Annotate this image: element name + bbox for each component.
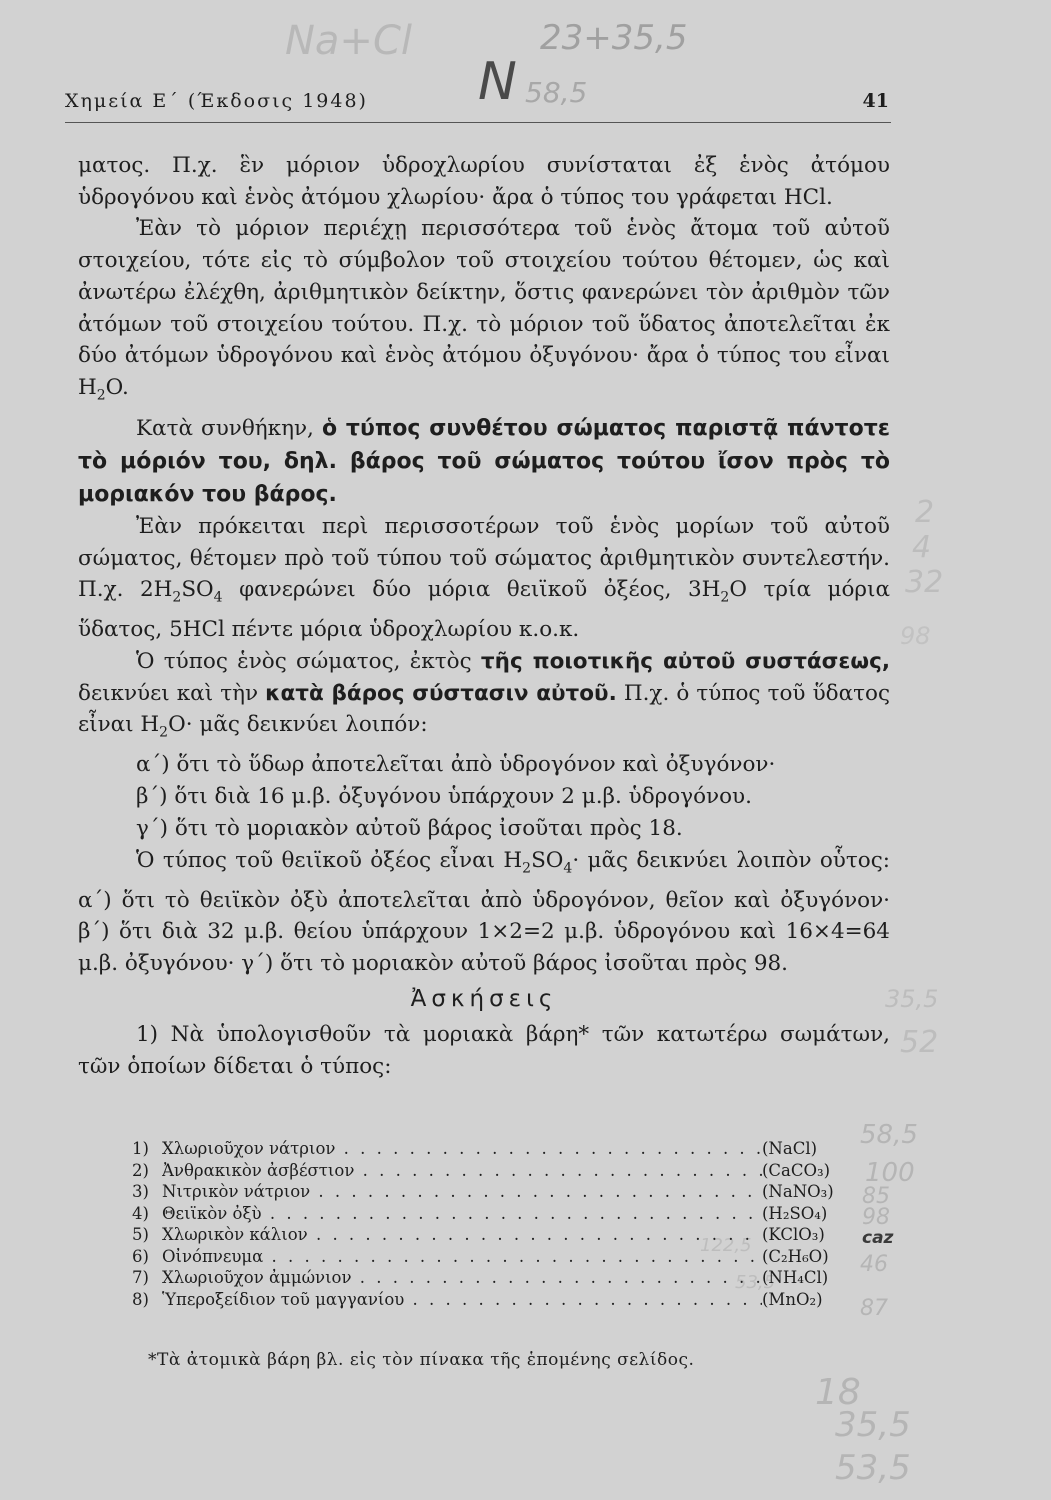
- handwritten-note: 2: [915, 495, 935, 530]
- paragraph-definition: Κατὰ συνθήκην, ὁ τύπος συνθέτου σώματος παριστᾷ πάντοτε τὸ μόριόν του, δηλ. βάρος τοῦ σώματος τούτου ἴσον πρὸς τὸ μοριακόν του βάρος.: [78, 415, 890, 507]
- handwritten-note: 32: [905, 565, 944, 600]
- handwritten-note: 35,5: [885, 985, 939, 1013]
- handwritten-note: 35,5: [835, 1405, 911, 1445]
- exercise-item: 8) Ὑπεροξείδιον τοῦ μαγγανίου . . . (MnO₂): [132, 1289, 872, 1311]
- handwritten-note: 58,5: [525, 76, 588, 109]
- handwritten-note: 4: [912, 530, 932, 565]
- handwritten-note: 98: [900, 622, 931, 650]
- exercise-item: 3) Νιτρικὸν νάτριον . . . (NaNO₃): [132, 1181, 872, 1203]
- list-item: α΄) ὅτι τὸ ὕδωρ ἀποτελεῖται ἀπὸ ὑδρογόνον καὶ ὀξυγόνον·: [136, 752, 776, 778]
- footnote: *Τὰ ἀτομικὰ βάρη βλ. εἰς τὸν πίνακα τῆς ἑπομένης σελίδος.: [148, 1350, 695, 1370]
- paragraph: Ὁ τύπος τοῦ θειϊκοῦ ὀξέος εἶναι $H_2SO_4\cdot$ μᾶς δεικνύει λοιπὸν οὗτος: α΄) ὅτι τὸ θειϊκὸν ὀξὺ ἀποτελεῖται ἀπὸ ὑδρογόνον, θεῖον καὶ ὀξυγόνον· β΄) ὅτι διὰ 32 μ.β. θείου ὑπάρχουν 1×2=2 μ.β. ὑδρογόνου καὶ 16×4=64 μ.β. ὀξυγόνου· γ΄) ὅτι τὸ μοριακὸν αὐτοῦ βάρος ἰσοῦται πρὸς 98.: [78, 847, 890, 976]
- page-header: [65, 90, 891, 123]
- paragraph: Ἐὰν τὸ μόριον περιέχῃ περισσότερα τοῦ ἑνὸς ἄτομα τοῦ αὐτοῦ στοιχείου, τότε εἰς τὸ σύμβολον τοῦ στοιχείου τούτου θέτομεν, ὡς καὶ ἀνωτέρω ἐλέχθη, ἀριθμητικὸν δείκτην, ὅστις φανερώνει τὸν ἀριθμὸν τῶν ἀτόμων τοῦ στοιχείου τούτου. Π.χ. τὸ μόριον τοῦ ὕδατος ἀποτελεῖται ἐκ δύο ἀτόμων ὑδρογόνου καὶ ἑνὸς ἀτόμου ὀξυγόνου· ἄρα ὁ τύπος του εἶναι $H_2O$.: [78, 216, 890, 404]
- list-item: β΄) ὅτι διὰ 16 μ.β. ὀξυγόνου ὑπάρχουν 2 μ.β. ὑδρογόνου.: [136, 784, 752, 810]
- handwritten-note: 100: [865, 1158, 915, 1188]
- handwritten-note: 46: [860, 1252, 888, 1277]
- handwritten-note: 87: [860, 1296, 888, 1321]
- paragraph: Ὁ τύπος ἑνὸς σώματος, ἐκτὸς τῆς ποιοτικῆς αὐτοῦ συστάσεως, δεικνύει καὶ τὴν κατὰ βάρος σύστασιν αὐτοῦ. Π.χ. ὁ τύπος τοῦ ὕδατος εἶναι $H_2O\cdot$ μᾶς δεικνύει λοιπόν:: [78, 649, 890, 741]
- exercises-heading: Ἀσκήσεις: [410, 985, 558, 1012]
- list-item: γ΄) ὅτι τὸ μοριακὸν αὐτοῦ βάρος ἰσοῦται πρὸς 18.: [136, 815, 683, 841]
- handwritten-note: 52: [900, 1025, 939, 1060]
- handwritten-note: caz: [862, 1228, 894, 1248]
- paragraph: Ἐὰν πρόκειται περὶ περισσοτέρων τοῦ ἑνὸς μορίων τοῦ αὐτοῦ σώματος, θέτομεν πρὸ τοῦ τύπου τοῦ σώματος ἀριθμητικὸν συντελεστήν. Π.χ. $2H_2SO_4$ φανερώνει δύο μόρια θειϊκοῦ ὀξέος, $3H_2O$ τρία μόρια ὕδατος, 5HCl πέντε μόρια ὑδροχλωρίου κ.ο.κ.: [78, 513, 890, 643]
- definition-bold: ὁ τύπος συνθέτου σώματος παριστᾷ πάντοτε τὸ μόριόν του, δηλ. βάρος τοῦ σώματος τούτου ἴσον πρὸς τὸ μοριακόν του βάρος.: [78, 415, 890, 507]
- exercise-list: [132, 1138, 872, 1310]
- exercise-item: 7) Χλωριοῦχον ἀμμώνιον . . . (NH₄Cl): [132, 1267, 872, 1289]
- handwritten-note: 98: [862, 1205, 890, 1230]
- exercise-item: 4) Θειϊκὸν ὀξὺ . . . (H₂SO₄): [132, 1203, 872, 1225]
- handwritten-note: 53,5: [835, 1448, 911, 1488]
- exercise-item: 1) Χλωριοῦχον νάτριον . . . (NaCl): [132, 1138, 872, 1160]
- exercise-item: 5) Χλωρικὸν κάλιον . . . (KClO₃): [132, 1224, 872, 1246]
- exercise-item: 2) Ἀνθρακικὸν ἀσβέστιον . . . (CaCO₃): [132, 1160, 872, 1182]
- handwritten-note: Na+Cl: [285, 18, 412, 64]
- handwritten-note: 53,5: [735, 1272, 776, 1293]
- exercise-item: 6) Οἰνόπνευμα . . . (C₂H₆O): [132, 1246, 872, 1268]
- main-text: [78, 150, 890, 1083]
- handwritten-note: 85: [862, 1184, 890, 1209]
- handwritten-note: 18: [815, 1372, 861, 1413]
- handwritten-note: 58,5: [860, 1120, 918, 1150]
- handwritten-note: N: [478, 52, 517, 112]
- handwritten-note: 23+35,5: [540, 18, 688, 58]
- paragraph: ματος. Π.χ. ἓν μόριον ὑδροχλωρίου συνίσταται ἐξ ἑνὸς ἀτόμου ὑδρογόνου καὶ ἑνὸς ἀτόμου χλωρίου· ἄρα ὁ τύπος του γράφεται HCl.: [78, 153, 890, 210]
- exercise-intro: 1) Νὰ ὑπολογισθοῦν τὰ μοριακὰ βάρη* τῶν κατωτέρω σωμάτων, τῶν ὁποίων δίδεται ὁ τύπος:: [78, 1022, 890, 1080]
- running-title: Χημεία Ε΄ (Έκδοσις 1948): [65, 90, 368, 112]
- page-number: 41: [862, 90, 889, 112]
- handwritten-note: 122,5: [700, 1235, 752, 1256]
